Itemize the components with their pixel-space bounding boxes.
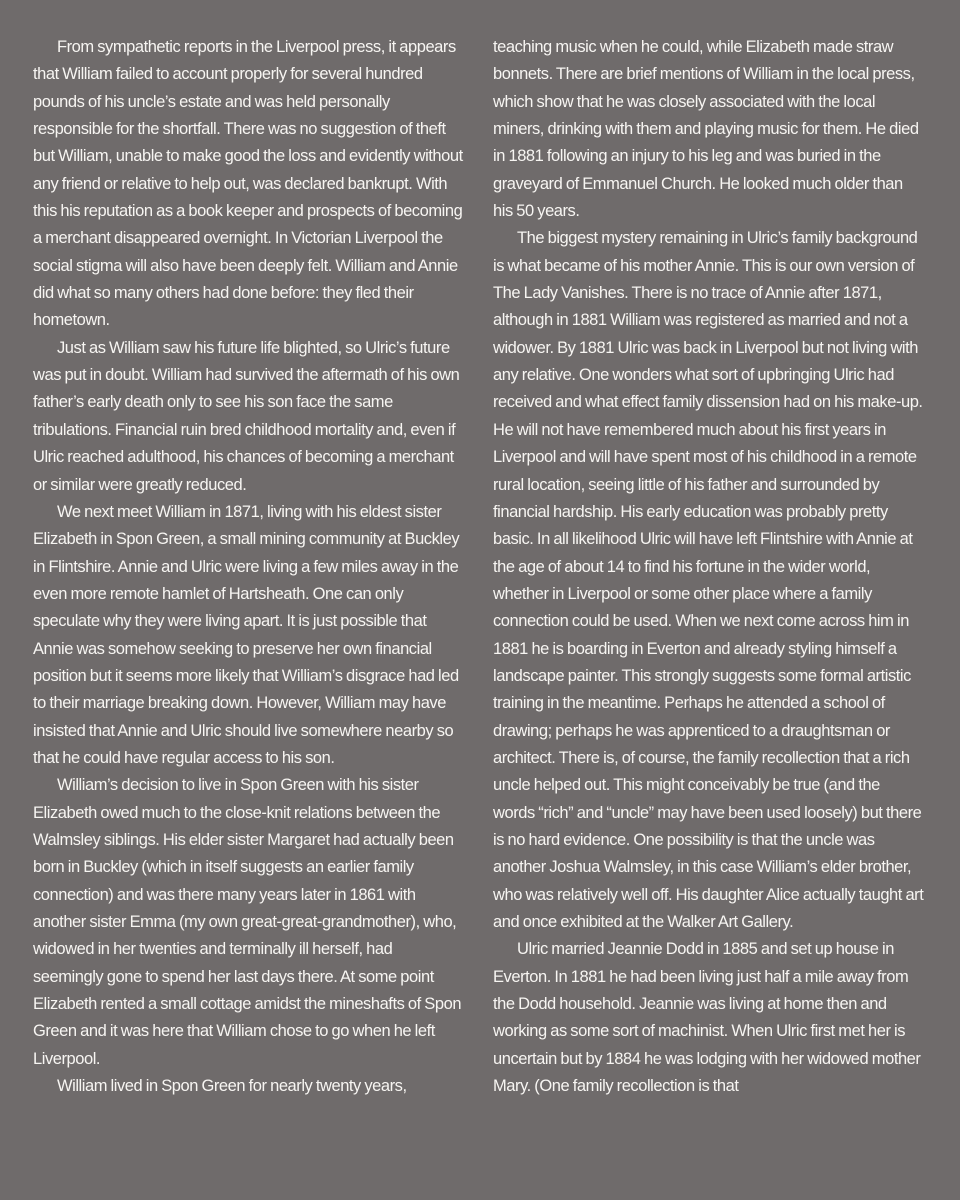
paragraph: We next meet William in 1871, living with his eldest sister Elizabeth in Spon Green, a small mining community at Buckley in Flintshire. Annie and Ulric were living a few miles away in the even more remote hamlet of Hartsheath. One can only speculate why they were living apart. It is just possible that Annie was somehow seeking to preserve her own financial position but it seems more likely that William’s disgrace had led to their marriage breaking down. However, William may have insisted that Annie and Ulric should live somewhere nearby so that he could have regular access to his son. xyxy=(33,502,460,767)
paragraph: The biggest mystery remaining in Ulric’s family background is what became of his mother Annie. This is our own version of The Lady Vanishes. There is no trace of Annie after 1871, although in 1881 William was registered as married and not a widower. By 1881 Ulric was back in Liverpool but not living with any relative. One wonders what sort of upbringing Ulric had received and what effect family dissension had on his make-up. He will not have remembered much about his first years in Liverpool and will have spent most of his childhood in a remote rural location, seeing little of his father and surrounded by financial hardship. His early education was probably pretty basic. In all likelihood Ulric will have left Flintshire with Annie at the age of about 14 to find his fortune in the wider world, whether in Liverpool or some other place where a family connection could be used. When we next come across him in 1881 he is boarding in Everton and already styling himself a landscape painter. This strongly suggests some formal artistic training in the meantime. Perhaps he attended a school of drawing; perhaps he was apprenticed to a draughtsman or architect. There is, of course, the family recollection that a rich uncle helped out. This might conceivably be true (and the words “rich” and “uncle” may have been used loosely) but there is no hard evidence. One possibility is that the uncle was another Joshua Walmsley, in this case William’s elder brother, who was relatively well off. His daughter Alice actually taught art and once exhibited at the Walker Art Gallery. xyxy=(493,229,924,931)
continued-paragraph: teaching music when he could, while Elizabeth made straw bonnets. There are brief mentions of William in the local press, which show that he was closely associated with the local miners, drinking with them and playing music for them. He died in 1881 following an injury to his leg and was buried in the graveyard of Emmanuel Church. He looked much older than his 50 years. xyxy=(493,38,919,221)
paragraph: From sympathetic reports in the Liverpool press, it appears that William failed to account properly for several hundred pounds of his uncle’s estate and was held personally responsible for the shortfall. There was no suggestion of theft but William, unable to make good the loss and evidently without any friend or relative to help out, was declared bankrupt. With this his reputation as a book keeper and prospects of becoming a merchant disappeared overnight. In Victorian Liverpool the social stigma will also have been deeply felt. William and Annie did what so many others had done before: they fled their hometown. xyxy=(33,38,463,330)
right-text-column xyxy=(493,34,925,1100)
paragraph: William lived in Spon Green for nearly twenty years, xyxy=(57,1077,407,1096)
paragraph: Just as William saw his future life blighted, so Ulric’s future was put in doubt. William had survived the aftermath of his own father’s early death only to see his son face the same tribulations. Financial ruin bred childhood mortality and, even if Ulric reached adulthood, his chances of becoming a merchant or similar were greatly reduced. xyxy=(33,338,460,494)
paragraph: Ulric married Jeannie Dodd in 1885 and set up house in Everton. In 1881 he had been living just half a mile away from the Dodd household. Jeannie was living at home then and working as some sort of machinist. When Ulric first met her is uncertain but by 1884 he was lodging with her widowed mother Mary. (One family recollection is that xyxy=(493,940,921,1096)
left-text-column xyxy=(33,34,465,1100)
paragraph: William’s decision to live in Spon Green with his sister Elizabeth owed much to the close-knit relations between the Walmsley siblings. His elder sister Margaret had actually been born in Buckley (which in itself suggests an earlier family connection) and was there many years later in 1861 with another sister Emma (my own great-great-grandmother), who, widowed in her twenties and terminally ill herself, had seemingly gone to spend her last days there. At some point Elizabeth rented a small cottage amidst the mineshafts of Spon Green and it was here that William chose to go when he left Liverpool. xyxy=(33,776,462,1068)
